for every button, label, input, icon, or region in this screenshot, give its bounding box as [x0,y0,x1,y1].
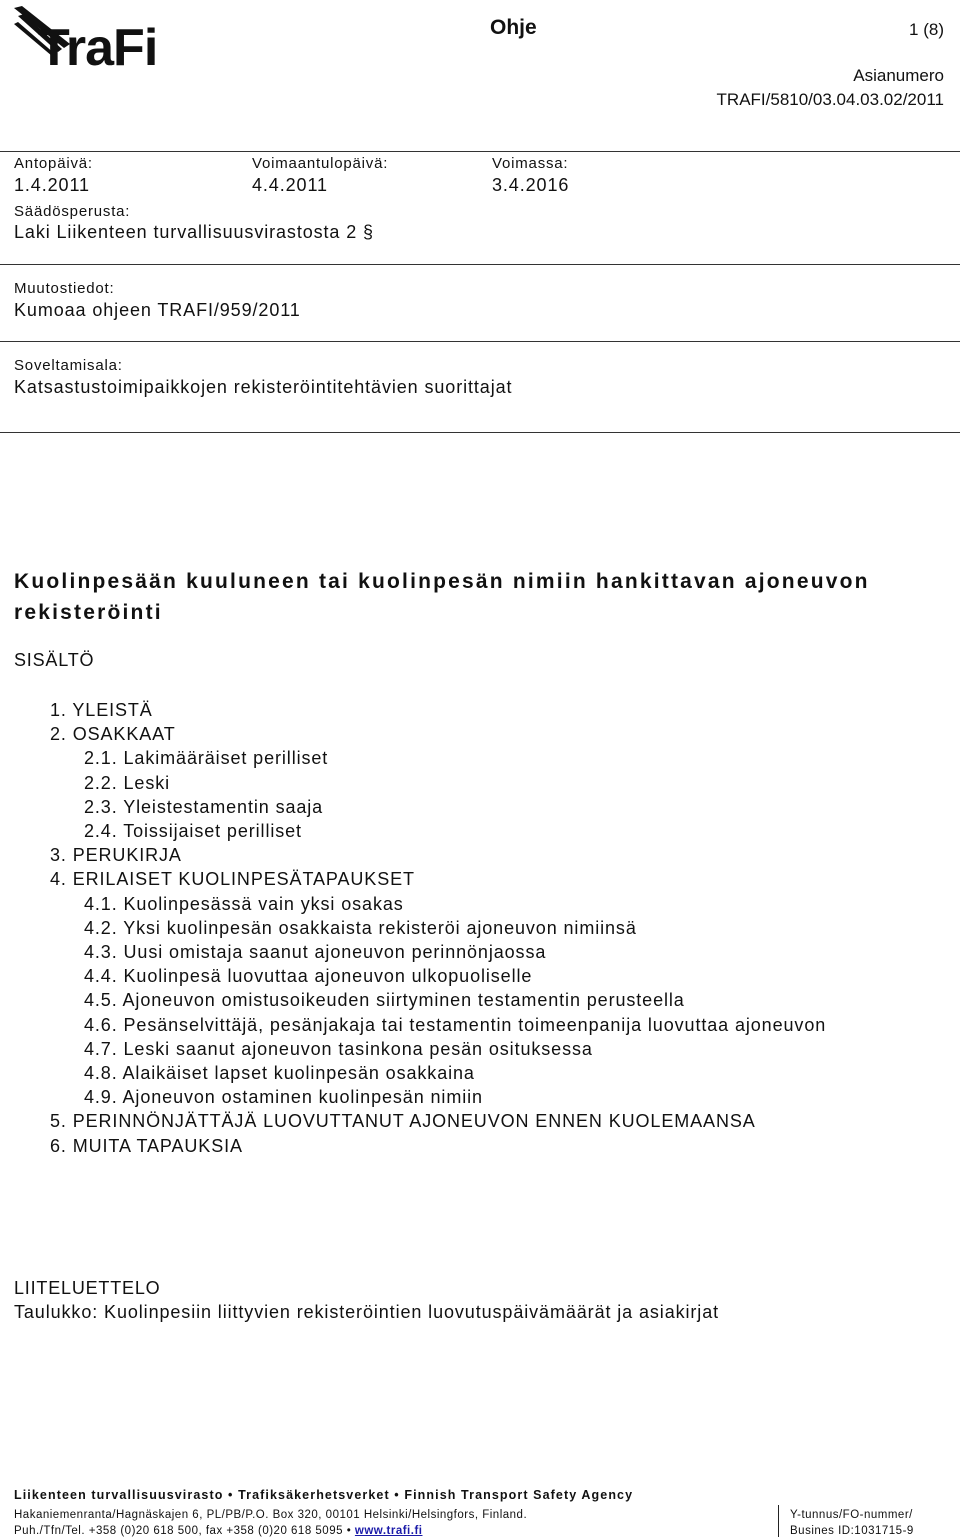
contents-heading: SISÄLTÖ [14,650,95,670]
amendments-label: Muutostiedot: [14,280,115,297]
toc-item: 1. YLEISTÄ [50,700,153,720]
document-type: Ohje [490,16,537,39]
trafi-logo [12,4,232,77]
toc-subitem: 4.6. Pesänselvittäjä, pesänjakaja tai testamentin toimeenpanija luovuttaa ajoneuvon [84,1014,827,1035]
valid-until-value: 3.4.2016 [492,175,570,195]
case-number-value: TRAFI/5810/03.04.03.02/2011 [716,90,944,109]
effective-date-value: 4.4.2011 [252,175,328,195]
divider [0,264,960,265]
toc-subitem: 4.7. Leski saanut ajoneuvon tasinkona pesän osituksessa [84,1038,593,1059]
issue-date-label: Antopäivä: [14,155,93,172]
issue-date-value: 1.4.2011 [14,175,90,195]
valid-until-label: Voimassa: [492,155,569,172]
toc-subitem: 2.2. Leski [84,772,171,793]
case-number-label: Asianumero [853,66,944,85]
amendments-value: Kumoaa ohjeen TRAFI/959/2011 [14,300,301,320]
effective-date-label: Voimaantulopäivä: [252,155,389,172]
footer-organisation: Liikenteen turvallisuusvirasto • Trafiksäkerhetsverket • Finnish Transport Safety Agency [14,1488,634,1502]
toc-subitem: 2.3. Yleistestamentin saaja [84,796,324,817]
logo-wordmark: TraFi [38,19,158,77]
toc-item: 4. ERILAISET KUOLINPESÄTAPAUKSET [50,869,415,890]
toc-subitem: 4.4. Kuolinpesä luovuttaa ajoneuvon ulkopuoliselle [84,966,533,987]
divider [0,432,960,433]
footer-website-link[interactable]: www.trafi.fi [354,1525,423,1537]
toc-item: 5. PERINNÖNJÄTTÄJÄ LUOVUTTANUT AJONEUVON ENNEN KUOLEMAANSA [50,1111,756,1132]
footer-business-id-label: Y-tunnus/FO-nummer/ [790,1509,913,1521]
toc-subitem: 4.5. Ajoneuvon omistusoikeuden siirtyminen testamentin perusteella [84,990,685,1011]
toc-subitem: 2.4. Toissijaiset perilliset [84,821,302,842]
toc-item: 6. MUITA TAPAUKSIA [50,1135,243,1156]
document-title: Kuolinpesään kuuluneen tai kuolinpesän nimiin hankittavan ajoneuvon rekisteröinti [14,570,870,624]
toc-subitem: 4.3. Uusi omistaja saanut ajoneuvon perinnönjaossa [84,942,547,963]
attachment-item: Taulukko: Kuolinpesiin liittyvien rekisteröintien luovutuspäivämäärät ja asiakirjat [14,1302,720,1322]
toc-subitem: 4.8. Alaikäiset lapset kuolinpesän osakkaina [84,1063,475,1084]
toc-item: 2. OSAKKAAT [50,724,176,745]
footer-phone-text: Puh./Tfn/Tel. +358 (0)20 618 500, fax +358 (0)20 618 5095 • [14,1525,355,1537]
scope-value: Katsastustoimipaikkojen rekisteröintitehtävien suorittajat [14,377,513,397]
scope-label: Soveltamisala: [14,357,123,374]
table-of-contents [50,698,826,1158]
divider [0,341,960,342]
attachments-heading: LIITELUETTELO [14,1278,161,1298]
divider [0,151,960,152]
toc-subitem: 4.2. Yksi kuolinpesän osakkaista rekisteröi ajoneuvon nimiinsä [84,917,637,938]
legal-basis-value: Laki Liikenteen turvallisuusvirastosta 2 § [14,222,374,242]
footer-divider [778,1505,779,1537]
toc-subitem: 4.1. Kuolinpesässä vain yksi osakas [84,893,404,914]
legal-basis-label: Säädösperusta: [14,203,131,220]
footer-address: Hakaniemenranta/Hagnäskajen 6, PL/PB/P.O. Box 320, 00101 Helsinki/Helsingfors, Finland. [14,1509,528,1521]
page-number: 1 (8) [909,20,944,39]
toc-subitem: 2.1. Lakimääräiset perilliset [84,748,329,769]
footer-phone [14,1525,422,1537]
toc-subitem: 4.9. Ajoneuvon ostaminen kuolinpesän nimiin [84,1087,483,1108]
footer-business-id: Busines ID:1031715-9 [790,1525,914,1537]
toc-item: 3. PERUKIRJA [50,845,182,866]
